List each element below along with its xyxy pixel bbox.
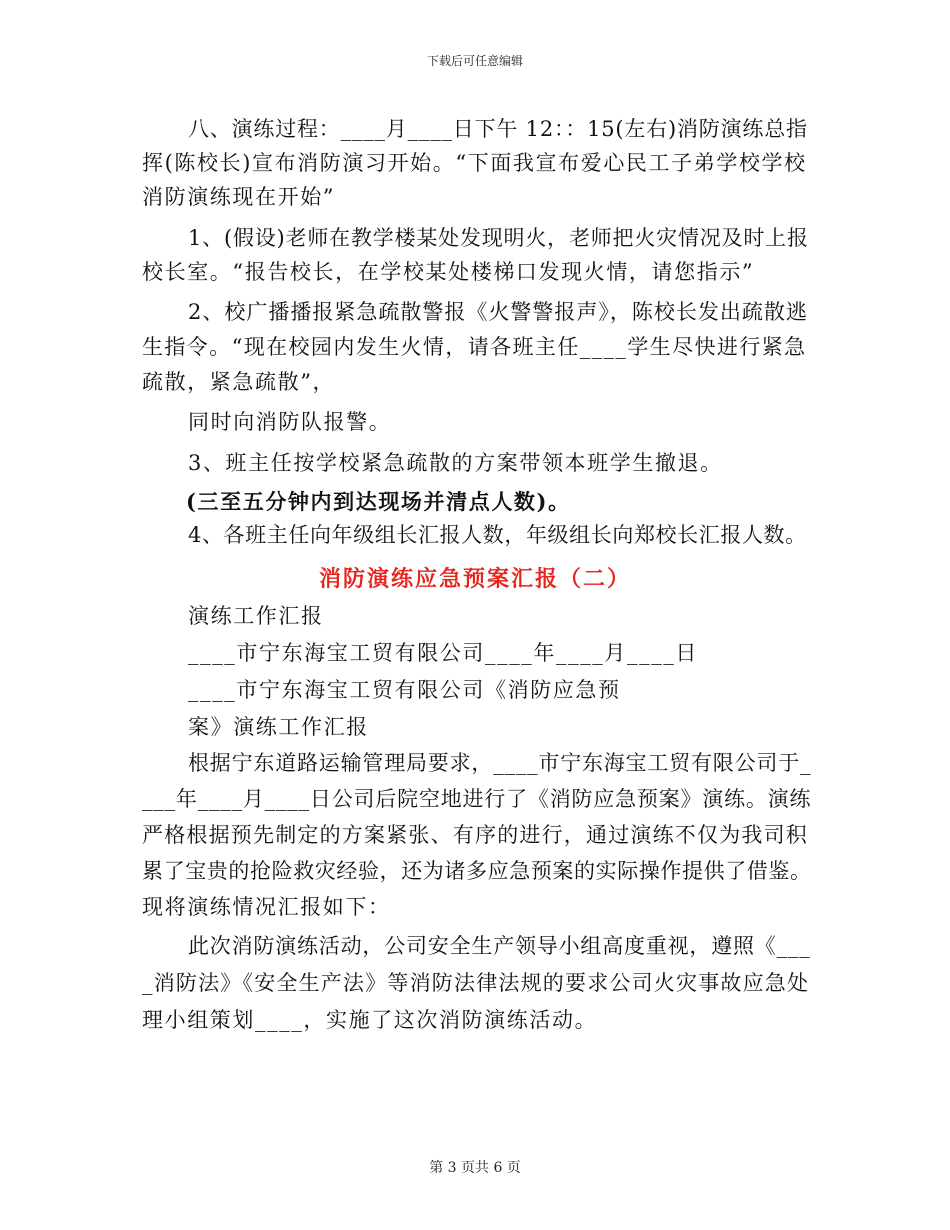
paragraph-line: ___年____月____日公司后院空地进行了《消防应急预案》演练。演练 bbox=[142, 787, 812, 811]
paragraph-line: 校长室。“报告校长，在学校某处楼梯口发现火情，请您指示” bbox=[142, 260, 755, 284]
paragraph-line: 疏散，紧急疏散”， bbox=[142, 370, 336, 394]
paragraph-line: 1、(假设)老师在教学楼某处发现明火，老师把火灾情况及时上报 bbox=[188, 226, 809, 250]
paragraph-line: 4、各班主任向年级组长汇报人数，年级组长向郑校长汇报人数。 bbox=[188, 523, 807, 547]
paragraph-line: 严格根据预先制定的方案紧张、有序的进行，通过演练不仅为我司积 bbox=[142, 823, 808, 847]
paragraph-line: 3、班主任按学校紧急疏散的方案带领本班学生撤退。 bbox=[188, 451, 723, 475]
paragraph-line: 同时向消防队报警。 bbox=[188, 410, 392, 434]
paragraph-line: ____市宁东海宝工贸有限公司《消防应急预 bbox=[188, 678, 621, 702]
paragraph-line: 消防演练现在开始” bbox=[142, 185, 336, 209]
page-footer: 第 3 页共 6 页 bbox=[429, 1160, 521, 1176]
paragraph-line: 生指令。“现在校园内发生火情，请各班主任____学生尽快进行紧急 bbox=[142, 335, 807, 359]
paragraph-line: 挥(陈校长)宣布消防演习开始。“下面我宣布爱心民工子弟学校学校 bbox=[142, 151, 807, 175]
bold-paragraph-line: (三至五分钟内到达现场并清点人数)。 bbox=[186, 489, 571, 514]
paragraph-line: 案》演练工作汇报 bbox=[188, 715, 369, 739]
paragraph-line: 2、校广播播报紧急疏散警报《火警警报声》，陈校长发出疏散逃 bbox=[188, 300, 808, 324]
paragraph-line: _消防法》《安全生产法》等消防法律法规的要求公司火灾事故应急处 bbox=[142, 971, 810, 995]
paragraph-line: 理小组策划____，实施了这次消防演练活动。 bbox=[142, 1008, 598, 1032]
paragraph-line: 演练工作汇报 bbox=[188, 604, 324, 628]
section-title: 消防演练应急预案汇报（二） bbox=[318, 566, 631, 592]
paragraph-line: 此次消防演练活动，公司安全生产领导小组高度重视，遵照《___ bbox=[188, 934, 811, 958]
paragraph-line: 根据宁东道路运输管理局要求，____市宁东海宝工贸有限公司于_ bbox=[188, 751, 812, 775]
page-header: 下载后可任意编辑 bbox=[426, 54, 523, 68]
paragraph-line: 八、演练过程：____月____日下午 12：：15(左右)消防演练总指 bbox=[188, 117, 808, 141]
paragraph-line: ____市宁东海宝工贸有限公司____年____月____日 bbox=[188, 641, 698, 665]
paragraph-line: 现将演练情况汇报如下： bbox=[142, 895, 391, 919]
paragraph-line: 累了宝贵的抢险救灾经验，还为诸多应急预案的实际操作提供了借鉴。 bbox=[142, 859, 812, 883]
